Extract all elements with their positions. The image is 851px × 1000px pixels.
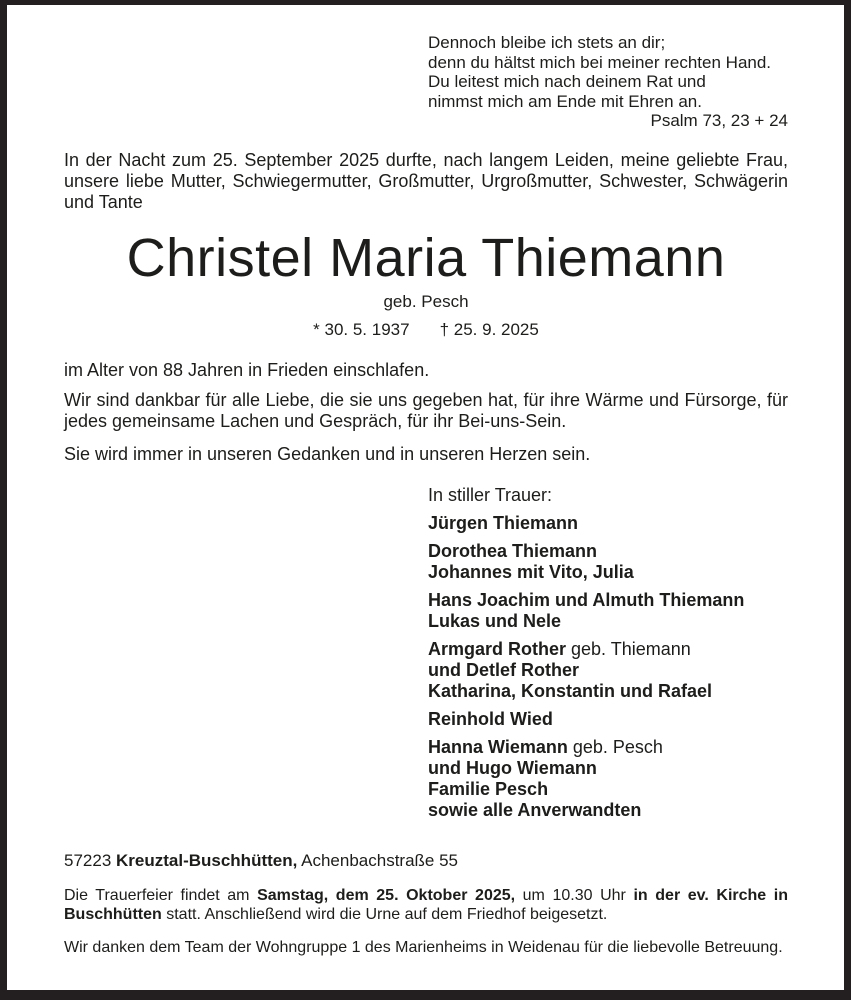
- mourner-line: Hans Joachim und Almuth Thiemann: [428, 589, 745, 610]
- mourner-group: [428, 709, 788, 730]
- psalm-line: Dennoch bleibe ich stets an dir;: [428, 33, 666, 52]
- mourner-line: Reinhold Wied: [428, 708, 553, 729]
- mourner-line: und Detlef Rother: [428, 659, 579, 680]
- mourner-line: Johannes mit Vito, Julia: [428, 561, 634, 582]
- thanks-paragraph: Wir danken dem Team der Wohngruppe 1 des Marienheims in Weidenau für die liebevolle Betreuung.: [64, 938, 783, 956]
- address-city: Kreuztal-Buschhütten,: [116, 850, 298, 870]
- body-paragraph-age: im Alter von 88 Jahren in Frieden einschlafen.: [64, 359, 430, 380]
- psalm-line: nimmst mich am Ende mit Ehren an.: [428, 91, 702, 111]
- mourner-line: sowie alle Anverwandten: [428, 799, 642, 820]
- body-paragraph-gratitude: Wir sind dankbar für alle Liebe, die sie uns gegeben hat, für ihre Wärme und Fürsorge, für jedes gemeinsame Lachen und Gespräch, für ihr Bei-uns-Sein.: [64, 389, 788, 431]
- psalm-line: Du leitest mich nach deinem Rat und: [428, 72, 706, 91]
- psalm-reference: Psalm 73, 23 + 24: [650, 111, 788, 130]
- mourners-block: [428, 485, 788, 821]
- birth-name: geb. Pesch: [383, 291, 469, 311]
- mourners-heading: In stiller Trauer:: [428, 484, 553, 505]
- mourner-group: [428, 541, 788, 583]
- funeral-date: Samstag, dem 25. Oktober 2025,: [257, 886, 516, 904]
- mourner-line: Familie Pesch: [428, 778, 549, 799]
- address-line: [64, 851, 788, 871]
- mourner-group: [428, 737, 788, 821]
- mourner-group: [428, 590, 788, 632]
- address-street: Achenbachstraße 55: [297, 850, 459, 870]
- mourner-line: Katharina, Konstantin und Rafael: [428, 680, 713, 701]
- mourner-group: [428, 513, 788, 534]
- psalm-line: denn du hältst mich bei meiner rechten Hand.: [428, 52, 772, 72]
- mourner-line: Jürgen Thiemann: [428, 512, 579, 533]
- mourner-line: Hanna Wiemann geb. Pesch: [428, 736, 663, 757]
- funeral-location: in der ev. Kirche in Buschhütten: [64, 886, 788, 923]
- address-zip: 57223: [64, 850, 116, 870]
- mourner-line: Lukas und Nele: [428, 610, 562, 631]
- deceased-name: Christel Maria Thiemann: [126, 227, 726, 288]
- mourner-line: Dorothea Thiemann: [428, 540, 598, 561]
- death-date: † 25. 9. 2025: [439, 319, 539, 339]
- body-paragraph-memory: Sie wird immer in unseren Gedanken und in unseren Herzen sein.: [64, 443, 591, 464]
- life-dates: [64, 320, 788, 339]
- birth-date: * 30. 5. 1937: [313, 319, 410, 339]
- intro-paragraph: In der Nacht zum 25. September 2025 durfte, nach langem Leiden, meine geliebte Frau, unsere liebe Mutter, Schwiegermutter, Großmutter, Urgroßmutter, Schwester, Schwägerin und Tante: [64, 149, 788, 212]
- mourner-group: [428, 639, 788, 702]
- mourner-line: Armgard Rother geb. Thiemann: [428, 638, 691, 659]
- funeral-info-paragraph: Die Trauerfeier findet am Samstag, dem 25. Oktober 2025, um 10.30 Uhr in der ev. Kirche in Buschhütten statt. Anschließend wird die Urne auf dem Friedhof beigesetzt.: [64, 886, 788, 923]
- psalm-quote: [428, 33, 788, 131]
- mourner-line: und Hugo Wiemann: [428, 757, 597, 778]
- obituary-sheet: [7, 5, 844, 990]
